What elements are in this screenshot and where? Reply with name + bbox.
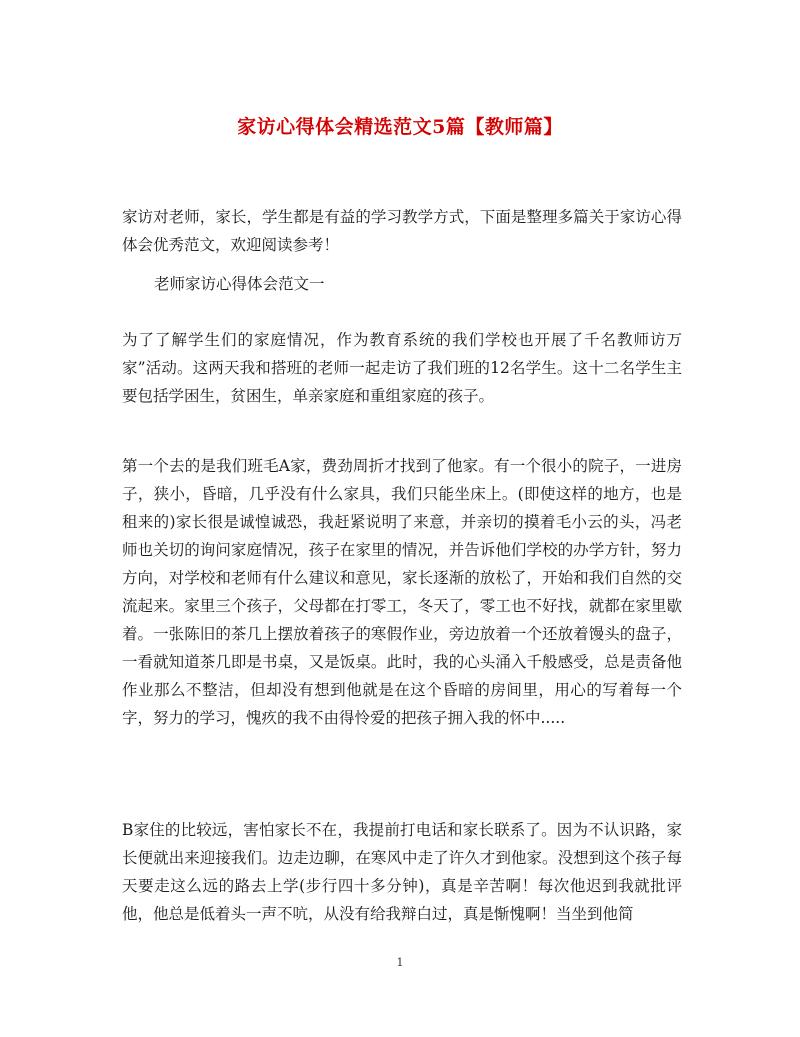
body-paragraph-1: 为了了解学生们的家庭情况，作为教育系统的我们学校也开展了千名教师访万家”活动。这两天我和搭班的老师一起走访了我们班的12名学生。这十二名学生主要包括学困生，贫困生，单亲家庭和重组家庭的孩子。 <box>122 331 682 405</box>
section-heading: 老师家访心得体会范文一 <box>154 275 325 293</box>
page-number: 1 <box>396 956 404 969</box>
intro-paragraph: 家访对老师，家长，学生都是有益的学习教学方式，下面是整理多篇关于家访心得体会优秀范文，欢迎阅读参考！ <box>122 208 682 254</box>
document-title: 家访心得体会精选范文5篇【教师篇】 <box>237 116 563 138</box>
body-paragraph-2: 第一个去的是我们班毛A家，费劲周折才找到了他家。有一个很小的院子，一进房子，狭小，昏暗，几乎没有什么家具，我们只能坐床上。(即使这样的地方，也是租来的)家长很是诚惶诚恐，我赶紧说明了来意，并亲切的摸着毛小云的头，冯老师也关切的询问家庭情况，孩子在家里的情况，并告诉他们学校的办学方针，努力方向，对学校和老师有什么建议和意见，家长逐渐的放松了，开始和我们自然的交流起来。家里三个孩子，父母都在打零工，冬天了，零工也不好找，就都在家里歇着。一张陈旧的茶几上摆放着孩子的寒假作业，旁边放着一个还放着馒头的盘子，一看就知道茶几即是书桌，又是饭桌。此时，我的心头涌入千般感受，总是责备他作业那么不整洁，但却没有想到他就是在这个昏暗的房间里，用心的写着每一个字，努力的学习，愧疚的我不由得怜爱的把孩子拥入我的怀中..... <box>122 457 682 727</box>
body-paragraph-3: B家住的比较远，害怕家长不在，我提前打电话和家长联系了。因为不认识路，家长便就出来迎接我们。边走边聊，在寒风中走了许久才到他家。没想到这个孩子每天要走这么远的路去上学(步行四十多分钟)，真是辛苦啊！每次他迟到我就批评他，他总是低着头一声不吭，从没有给我辩白过，真是惭愧啊！当坐到他简 <box>122 821 682 923</box>
